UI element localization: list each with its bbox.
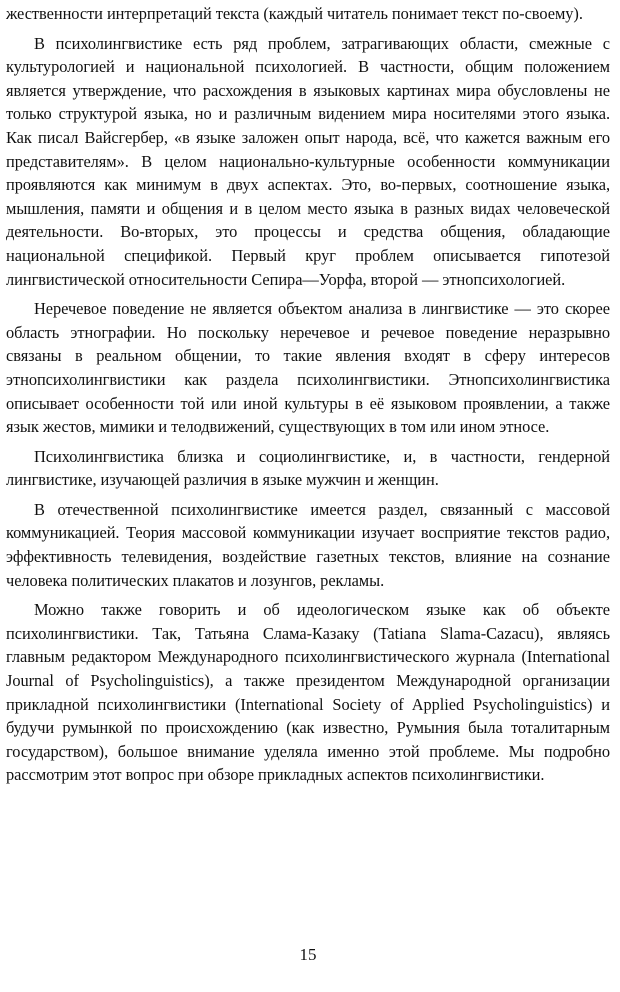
paragraph-sociolinguistics: Психолингвистика близка и социолингвистике, и, в частности, гендерной лингвистике, изучающей различия в языке мужчин и женщин. — [6, 446, 610, 490]
book-page — [6, 2, 610, 987]
page-number: 15 — [299, 945, 317, 964]
paragraph-continuation: жественности интерпретаций текста (каждый читатель понимает текст по-своему). — [6, 4, 583, 23]
paragraph-ideological-language: Можно также говорить и об идеологическом языке как об объекте психолингвистики. Так, Татьяна Слама-Казаку (Tatiana Slama-Cazacu), являясь главным редактором Международного психолингвистического журнала (International Journal of Psycholinguistics), а также президентом Международной организации прикладной психолингвистики (International Society of Applied Psycholinguistics) и будучи румынкой по происхождению (как известно, Румыния была тоталитарным государством), большое внимание уделяла именно этой проблеме. Мы подробно рассмотрим этот вопрос при обзоре прикладных аспектов психолингвистики. — [6, 600, 610, 785]
paragraph-mass-communication: В отечественной психолингвистике имеется раздел, связанный с массовой коммуникацией. Теория массовой коммуникации изучает восприятие текстов радио, эффективность телевидения, воздействие газетных текстов, влияние на сознание человека политических плакатов и лозунгов, рекламы. — [6, 499, 610, 590]
paragraph-nonverbal-behavior: Неречевое поведение не является объектом анализа в лингвистике — это скорее область этнографии. Но поскольку неречевое и речевое поведение неразрывно связаны в реальном общении, то такие явления входят в сферу интересов этнопсихолингвистики как раздела психолингвистики. Этнопсихолингвистика описывает особенности той или иной культуры в её языковом проявлении, а также язык жестов, мимики и телодвижений, существующих в том или ином этносе. — [6, 299, 610, 437]
body-text — [6, 2, 610, 787]
paragraph-culture-national-psychology: В психолингвистике есть ряд проблем, затрагивающих области, смежные с культурологией и национальной психологией. В частности, общим положением является утверждение, что расхождения в языковых картинах мира обусловлены не только структурой языка, но и различным видением мира носителями этого языка. Как писал Вайсгербер, «в языке заложен опыт народа, всё, что кажется важным его представителям». В целом национально-культурные особенности коммуникации проявляются как минимум в двух аспектах. Это, во-первых, соотношение языка, мышления, памяти и общения и в целом место языка в разных видах человеческой деятельности. Во-вторых, это процессы и средства общения, обладающие национальной спецификой. Первый круг проблем описывается гипотезой лингвистической относительности Сепира—Уорфа, второй — этнопсихологией. — [6, 33, 610, 289]
